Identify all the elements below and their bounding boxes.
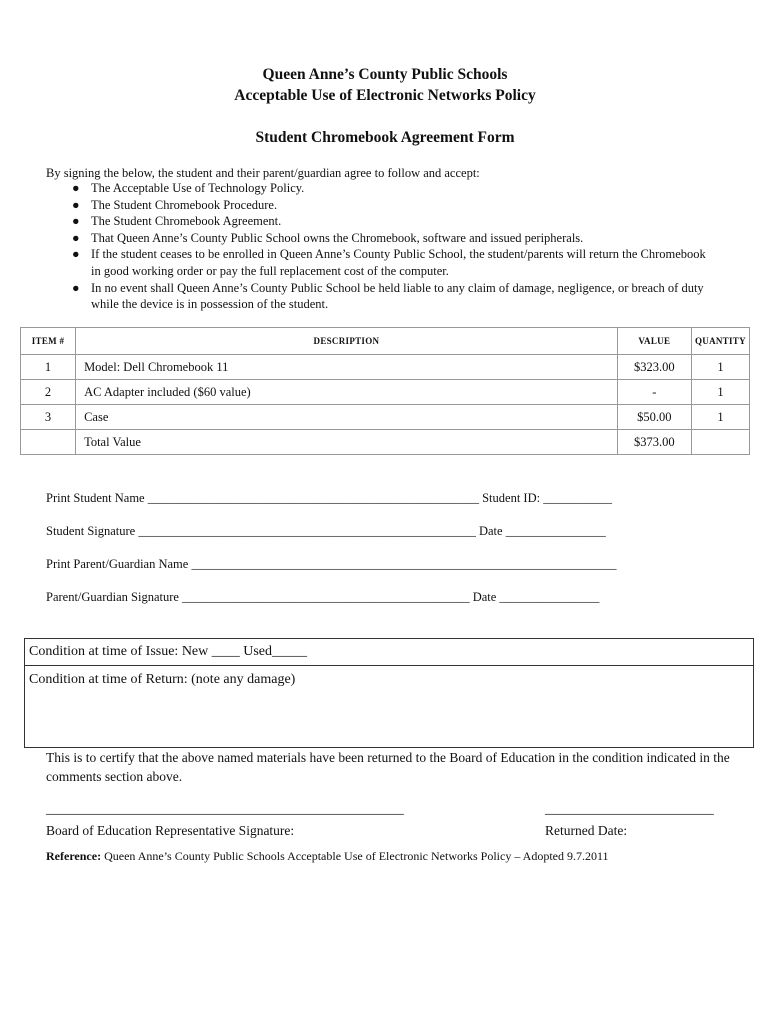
policy-title: Acceptable Use of Electronic Networks Policy <box>234 87 536 104</box>
cell-item: 3 <box>21 405 76 430</box>
bullet-icon: ● <box>72 280 80 295</box>
return-date-line[interactable]: _________________________ <box>545 801 714 816</box>
returned-date-label: Returned Date: <box>545 823 628 838</box>
parent-name-field[interactable]: Print Parent/Guardian Name ____________________________________________________________________ <box>46 557 617 571</box>
table-row <box>21 405 750 430</box>
table-header-row <box>21 328 750 355</box>
issue-condition-label: Condition at time of Issue: New ____ Used_____ <box>29 644 308 659</box>
col-header-description: DESCRIPTION <box>76 328 618 355</box>
list-item: ● The Student Chromebook Agreement. <box>72 214 282 229</box>
cell-item: 2 <box>21 380 76 405</box>
issue-condition-box[interactable] <box>24 638 754 666</box>
cell-value: - <box>617 380 691 405</box>
student-signature-field[interactable]: Student Signature ______________________________________________________ Date ________________ <box>46 524 606 538</box>
cell-quantity: 1 <box>691 355 749 380</box>
table-row <box>21 355 750 380</box>
cell-item <box>21 430 76 455</box>
agreement-list <box>72 180 712 313</box>
cell-quantity: 1 <box>691 380 749 405</box>
table-row <box>21 380 750 405</box>
list-item: ● If the student ceases to be enrolled in Queen Anne’s County Public School, the student/parents will return the Chromebook in good working order or pay the full replacement cost of the computer. <box>72 247 706 278</box>
list-item: ● The Acceptable Use of Technology Policy. <box>72 181 305 195</box>
form-title: Student Chromebook Agreement Form <box>255 129 515 146</box>
equipment-table <box>20 327 750 455</box>
bullet-icon: ● <box>72 181 80 195</box>
bullet-icon: ● <box>72 197 80 212</box>
col-header-value: VALUE <box>617 328 691 355</box>
bullet-icon: ● <box>72 247 80 262</box>
reference-label: Reference: <box>46 849 102 863</box>
board-signature-label: Board of Education Representative Signature: <box>46 823 295 838</box>
return-condition-label: Condition at time of Return: (note any damage) <box>29 672 296 687</box>
cell-total-value: $373.00 <box>617 430 691 455</box>
total-row <box>21 430 750 455</box>
bullet-icon: ● <box>72 230 80 245</box>
cell-value: $50.00 <box>617 405 691 430</box>
bullet-icon: ● <box>72 214 80 229</box>
cell-value: $323.00 <box>617 355 691 380</box>
parent-signature-field[interactable]: Parent/Guardian Signature ______________________________________________ Date ________________ <box>46 590 600 604</box>
cell-description: Total Value <box>76 430 618 455</box>
intro-text: By signing the below, the student and their parent/guardian agree to follow and accept: <box>46 166 480 180</box>
reference-note <box>46 849 609 864</box>
return-condition-box[interactable] <box>24 665 754 748</box>
list-item: ● In no event shall Queen Anne’s County Public School be held liable to any claim of damage, negligence, or breach of duty while the device is in possession of the student. <box>72 280 704 312</box>
cell-description: Case <box>76 405 618 430</box>
org-title: Queen Anne’s County Public Schools <box>262 66 508 83</box>
reference-text: Queen Anne’s County Public Schools Acceptable Use of Electronic Networks Policy – Adopted 9.7.2011 <box>104 849 609 863</box>
list-item: ● The Student Chromebook Procedure. <box>72 197 278 212</box>
certification-text: This is to certify that the above named materials have been returned to the Board of Education in the condition indicated in the comments section above. <box>46 750 730 784</box>
col-header-quantity: QUANTITY <box>691 328 749 355</box>
cell-description: Model: Dell Chromebook 11 <box>76 355 618 380</box>
col-header-item: ITEM # <box>21 328 76 355</box>
student-name-field[interactable]: Print Student Name _____________________________________________________ Student ID: ___________ <box>46 491 612 505</box>
board-signature-line[interactable]: _____________________________________________________ <box>46 801 404 816</box>
list-item: ● That Queen Anne’s County Public School owns the Chromebook, software and issued peripherals. <box>72 230 584 245</box>
cell-description: AC Adapter included ($60 value) <box>76 380 618 405</box>
cell-quantity: 1 <box>691 405 749 430</box>
cell-item: 1 <box>21 355 76 380</box>
cell-quantity <box>691 430 749 455</box>
